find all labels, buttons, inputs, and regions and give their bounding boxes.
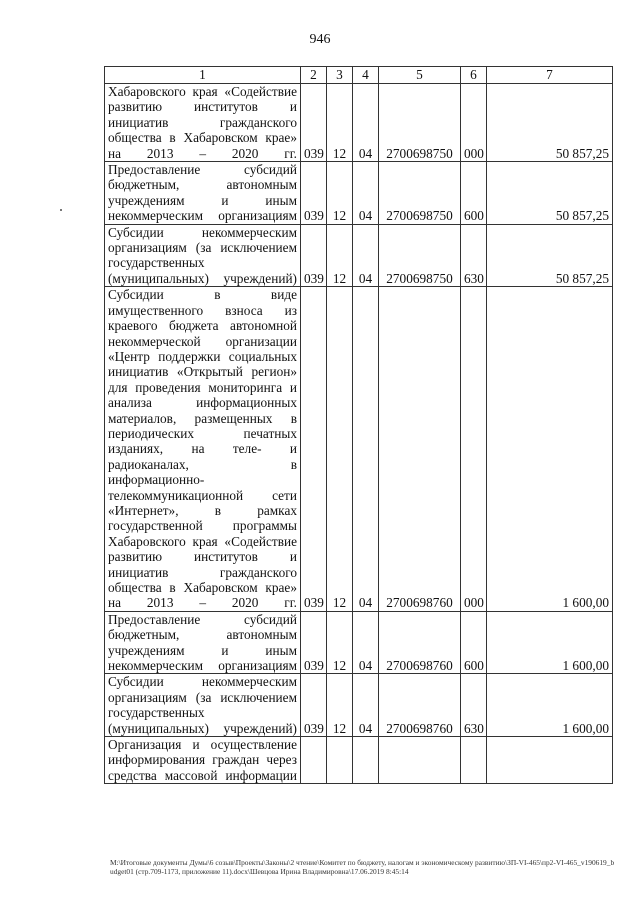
row-description: Предоставление субсидий бюджетным, автономным учреждениям и иным некоммерческим организациям — [105, 611, 301, 674]
section-code: 12 — [327, 611, 353, 674]
column-header: 7 — [487, 67, 613, 84]
column-header: 4 — [353, 67, 379, 84]
section-code: 12 — [327, 84, 353, 162]
section-code — [327, 737, 353, 784]
expense-type-code — [461, 737, 487, 784]
table-row — [105, 287, 613, 612]
ministry-code: 039 — [301, 162, 327, 225]
amount: 50 857,25 — [487, 84, 613, 162]
amount: 50 857,25 — [487, 162, 613, 225]
subsection-code: 04 — [353, 287, 379, 612]
expense-type-code: 630 — [461, 674, 487, 737]
subsection-code: 04 — [353, 162, 379, 225]
file-path-footer: M:\Итоговые документы Думы\6 созыв\Проекты\Законы\2 чтение\Комитет по бюджету, налогам и экономическому развитию\ЗП-VI-465\пр2-VI-465_v190619_budget01 (стр.709-1173, приложение 11).docx\Шевцова Ирина Владимировна\17.06.2019 8:45:14 — [110, 858, 615, 876]
section-code: 12 — [327, 287, 353, 612]
section-code: 12 — [327, 674, 353, 737]
section-code: 12 — [327, 224, 353, 287]
amount: 1 600,00 — [487, 287, 613, 612]
expense-type-code: 630 — [461, 224, 487, 287]
ministry-code: 039 — [301, 611, 327, 674]
column-header: 5 — [379, 67, 461, 84]
target-article-code: 2700698750 — [379, 162, 461, 225]
ministry-code — [301, 737, 327, 784]
column-header: 2 — [301, 67, 327, 84]
target-article-code: 2700698760 — [379, 674, 461, 737]
subsection-code: 04 — [353, 224, 379, 287]
table-row — [105, 674, 613, 737]
section-code: 12 — [327, 162, 353, 225]
column-header-row — [105, 67, 613, 84]
ministry-code: 039 — [301, 84, 327, 162]
table-row — [105, 84, 613, 162]
row-description: Субсидии некоммерческим организациям (за исключением государственных (муниципальных) учреждений) — [105, 224, 301, 287]
budget-table — [104, 66, 613, 784]
expense-type-code: 600 — [461, 611, 487, 674]
row-description: Предоставление субсидий бюджетным, автономным учреждениям и иным некоммерческим организациям — [105, 162, 301, 225]
scan-mark — [60, 209, 62, 211]
ministry-code: 039 — [301, 224, 327, 287]
column-header: 3 — [327, 67, 353, 84]
column-header: 1 — [105, 67, 301, 84]
row-description: Субсидии некоммерческим организациям (за исключением государственных (муниципальных) учреждений) — [105, 674, 301, 737]
table-row — [105, 224, 613, 287]
amount: 50 857,25 — [487, 224, 613, 287]
target-article-code: 2700698760 — [379, 611, 461, 674]
expense-type-code: 600 — [461, 162, 487, 225]
amount: 1 600,00 — [487, 611, 613, 674]
page-number: 946 — [309, 32, 331, 47]
expense-type-code: 000 — [461, 287, 487, 612]
amount — [487, 737, 613, 784]
column-header: 6 — [461, 67, 487, 84]
row-description: Хабаровского края «Содействие развитию институтов и инициатив гражданского общества в Хабаровском крае» на 2013 – 2020 гг. — [105, 84, 301, 162]
ministry-code: 039 — [301, 287, 327, 612]
subsection-code: 04 — [353, 611, 379, 674]
expense-type-code: 000 — [461, 84, 487, 162]
table-row — [105, 611, 613, 674]
table-row — [105, 162, 613, 225]
target-article-code: 2700698750 — [379, 224, 461, 287]
row-description: Субсидии в виде имущественного взноса из краевого бюджета автономной некоммерческой организации «Центр поддержки социальных инициатив «Открытый регион» для проведения мониторинга и анализа информационных материалов, размещенных в периодических печатных изданиях, на теле- и радиоканалах, в информационно-телекоммуникационной сети «Интернет», в рамках государственной программы Хабаровского края «Содействие развитию институтов и инициатив гражданского общества в Хабаровском крае» на 2013 – 2020 гг. — [105, 287, 301, 612]
table-row — [105, 737, 613, 784]
subsection-code: 04 — [353, 674, 379, 737]
ministry-code: 039 — [301, 674, 327, 737]
target-article-code: 2700698760 — [379, 287, 461, 612]
target-article-code — [379, 737, 461, 784]
subsection-code — [353, 737, 379, 784]
row-description: Организация и осуществление информирования граждан через средства массовой информации — [105, 737, 301, 784]
subsection-code: 04 — [353, 84, 379, 162]
target-article-code: 2700698750 — [379, 84, 461, 162]
amount: 1 600,00 — [487, 674, 613, 737]
